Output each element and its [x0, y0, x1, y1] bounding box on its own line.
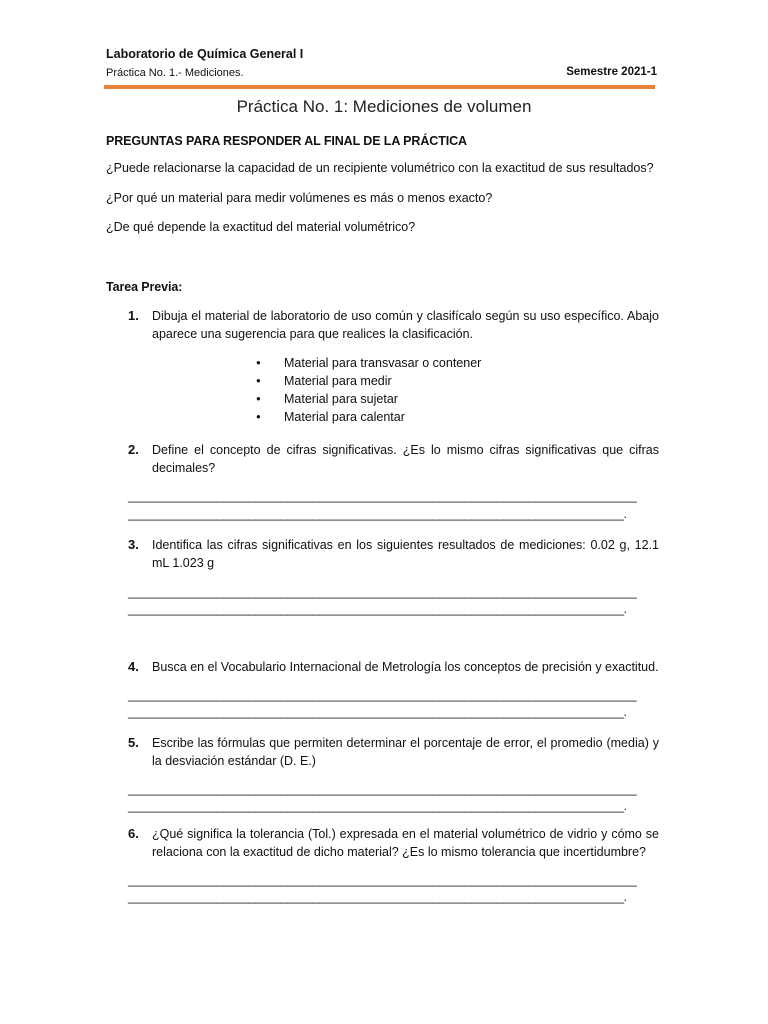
answer-line[interactable]: ______________________________________________________________________________.: [128, 507, 627, 521]
list-item: ● Material para calentar: [256, 408, 481, 426]
tarea-item-4: [106, 658, 659, 676]
item-text: ¿Qué significa la tolerancia (Tol.) expresada en el material volumétrico de vidrio y cómo se relaciona con la exactitud de dicho material? ¿Es lo mismo tolerancia que incertidumbre?: [152, 827, 659, 859]
item-number: 4.: [128, 659, 139, 674]
tarea-item-2: [106, 441, 659, 477]
question-1: ¿Puede relacionarse la capacidad de un recipiente volumétrico con la exactitud de sus resultados?: [106, 161, 654, 175]
list-item: ● Material para transvasar o contener: [256, 354, 481, 372]
tarea-item-5: [106, 734, 659, 770]
answer-line[interactable]: ______________________________________________________________________________.: [128, 890, 627, 904]
item-text: Busca en el Vocabulario Internacional de Metrología los conceptos de precisión y exactitud.: [152, 660, 659, 674]
answer-line[interactable]: ________________________________________________________________________________: [128, 489, 637, 503]
header-divider: [104, 85, 655, 89]
question-2: ¿Por qué un material para medir volúmenes es más o menos exacto?: [106, 191, 493, 205]
item-number: 5.: [128, 735, 139, 750]
answer-line[interactable]: ________________________________________________________________________________: [128, 782, 637, 796]
item-number: 1.: [128, 308, 139, 323]
item-number: 3.: [128, 537, 139, 552]
semester-label: Semestre 2021-1: [566, 66, 657, 78]
course-name: Laboratorio de Química General I: [106, 47, 304, 61]
list-item: ● Material para sujetar: [256, 390, 481, 408]
answer-line[interactable]: ________________________________________________________________________________: [128, 585, 637, 599]
tarea-heading: Tarea Previa:: [106, 280, 183, 294]
answer-line[interactable]: ______________________________________________________________________________.: [128, 705, 627, 719]
answer-line[interactable]: ________________________________________________________________________________: [128, 688, 637, 702]
answer-line[interactable]: ______________________________________________________________________________.: [128, 799, 627, 813]
item-text: Escribe las fórmulas que permiten determinar el porcentaje de error, el promedio (media) y la desviación estándar (D. E.): [152, 736, 659, 768]
item-number: 2.: [128, 442, 139, 457]
item-text: Define el concepto de cifras significativas. ¿Es lo mismo cifras significativas que cifras decimales?: [152, 443, 659, 475]
answer-line[interactable]: ________________________________________________________________________________: [128, 873, 637, 887]
tarea-item-3: [106, 536, 659, 572]
item-number: 6.: [128, 826, 139, 841]
answer-line[interactable]: ______________________________________________________________________________.: [128, 602, 627, 616]
practice-subtitle: Práctica No. 1.- Mediciones.: [106, 67, 244, 79]
question-3: ¿De qué depende la exactitud del material volumétrico?: [106, 220, 416, 234]
item-text: Dibuja el material de laboratorio de uso común y clasifícalo según su uso específico. Abajo aparece una sugerencia para que realices la clasificación.: [152, 309, 659, 341]
tarea-item-1: [106, 307, 659, 343]
classification-list: [256, 354, 481, 426]
item-text: Identifica las cifras significativas en los siguientes resultados de mediciones: 0.02 g, 12.1 mL 1.023 g: [152, 538, 659, 570]
page-title: Práctica No. 1: Mediciones de volumen: [236, 97, 532, 116]
tarea-item-6: [106, 825, 659, 861]
list-item: ● Material para medir: [256, 372, 481, 390]
questions-heading: PREGUNTAS PARA RESPONDER AL FINAL DE LA PRÁCTICA: [106, 134, 467, 148]
